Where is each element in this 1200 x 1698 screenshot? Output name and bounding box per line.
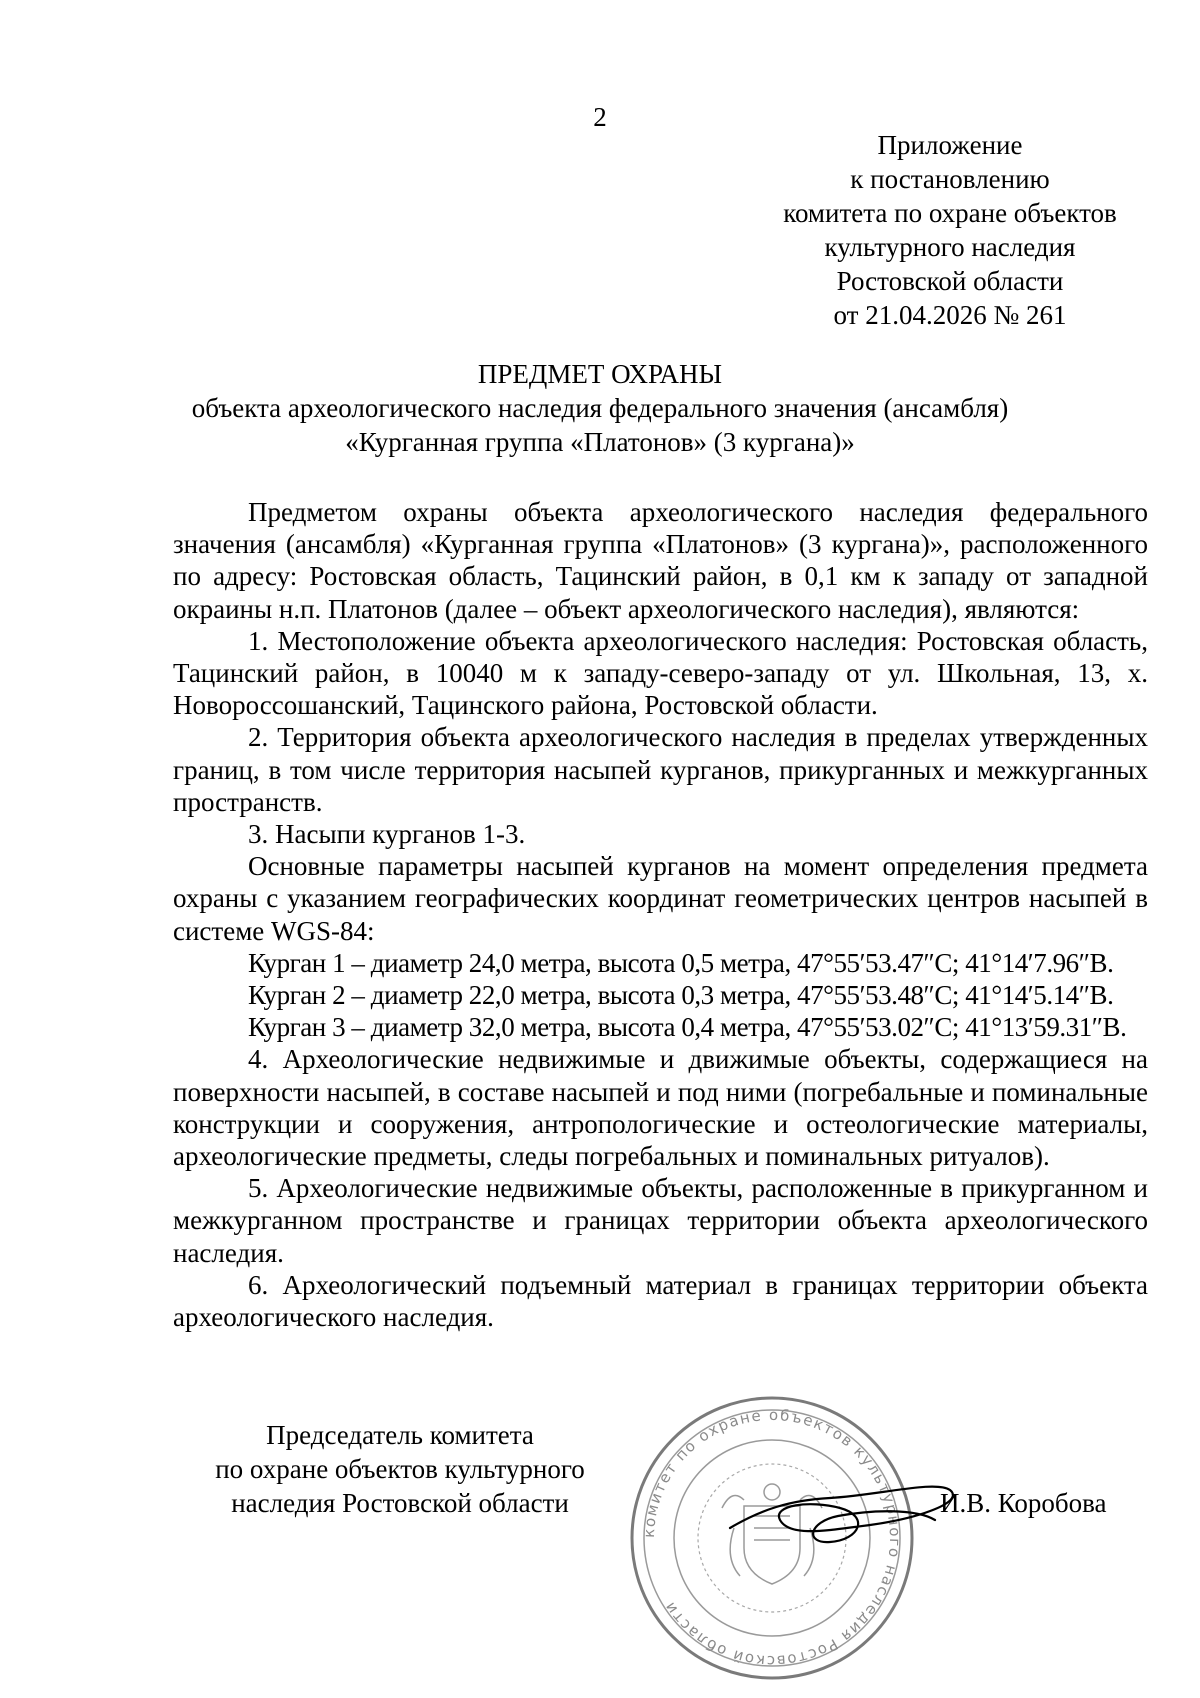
- handwritten-signature: [720, 1450, 960, 1560]
- appendix-line: к постановлению: [850, 164, 1050, 194]
- kurgan-2-line: Курган 2 – диаметр 22,0 метра, высота 0,3 метра, 47°55′53.48″С; 41°14′5.14″В.: [248, 980, 1114, 1011]
- item-3-mounds: 3. Насыпи курганов 1-3.: [248, 819, 526, 850]
- appendix-line: комитета по охране объектов: [783, 198, 1117, 228]
- title-line-1: объекта археологического наследия федерального значения (ансамбля): [191, 393, 1009, 423]
- item-5-objects: 5. Археологические недвижимые объекты, расположенные в прикурганном и межкурганном пространстве и границах территории объекта археологического наследия.: [173, 1173, 1148, 1268]
- item-6-material: 6. Археологический подъемный материал в границах территории объекта археологического наследия.: [173, 1269, 1148, 1333]
- signatory-name: И.В. Коробова: [940, 1488, 1107, 1518]
- appendix-date-number: от 21.04.2026 № 261: [833, 300, 1067, 330]
- parameters-paragraph: Основные параметры насыпей курганов на момент определения предмета охраны с указанием географических координат геометрических центров насыпей в системе WGS-84:: [173, 851, 1148, 946]
- page-number: 2: [593, 102, 607, 132]
- item-1-location: 1. Местоположение объекта археологического наследия: Ростовская область, Тацинский район, в 10040 м к западу-северо-западу от ул. Школьная, 13, х. Новороссошанский, Тацинского района, Ростовской области.: [173, 625, 1148, 721]
- signatory-position: [170, 1418, 630, 1520]
- document-title: [60, 357, 1140, 459]
- appendix-line: культурного наследия: [824, 232, 1076, 262]
- position-line: Председатель комитета: [266, 1420, 534, 1450]
- kurgan-1-line: Курган 1 – диаметр 24,0 метра, высота 0,5 метра, 47°55′53.47″С; 41°14′7.96″В.: [248, 947, 1114, 978]
- intro-paragraph: Предметом охраны объекта археологического наследия федерального значения (ансамбля) «Курганная группа «Платонов» (3 кургана)», расположенного по адресу: Ростовская область, Тацинский район, в 0,1 км к западу от западной окраины н.п. Платонов (далее – объект археологического наследия), являются:: [173, 497, 1148, 624]
- position-line: по охране объектов культурного: [215, 1454, 585, 1484]
- appendix-line: Ростовской области: [836, 266, 1064, 296]
- position-line: наследия Ростовской области: [231, 1488, 569, 1518]
- kurgan-3-line: Курган 3 – диаметр 32,0 метра, высота 0,4 метра, 47°55′53.02″С; 41°13′59.31″В.: [248, 1012, 1127, 1043]
- title-line-2: «Курганная группа «Платонов» (3 кургана)»: [345, 427, 855, 457]
- appendix-line: Приложение: [877, 130, 1023, 160]
- document-body: [173, 496, 1148, 1333]
- item-4-objects: 4. Археологические недвижимые и движимые объекты, содержащиеся на поверхности насыпей, в составе насыпей и под ними (погребальные и поминальные конструкции и сооружения, антропологические и остеологические материалы, археологические предметы, следы погребальных и поминальных ритуалов).: [173, 1044, 1148, 1172]
- item-2-territory: 2. Территория объекта археологического наследия в пределах утвержденных границ, в том числе территория насыпей курганов, прикурганных и межкурганных пространств.: [173, 722, 1148, 817]
- title-heading: ПРЕДМЕТ ОХРАНЫ: [477, 359, 723, 389]
- seal-text: комитет по охране объектов культурного наследия Ростовской области: [639, 1405, 905, 1671]
- appendix-header: [740, 128, 1160, 332]
